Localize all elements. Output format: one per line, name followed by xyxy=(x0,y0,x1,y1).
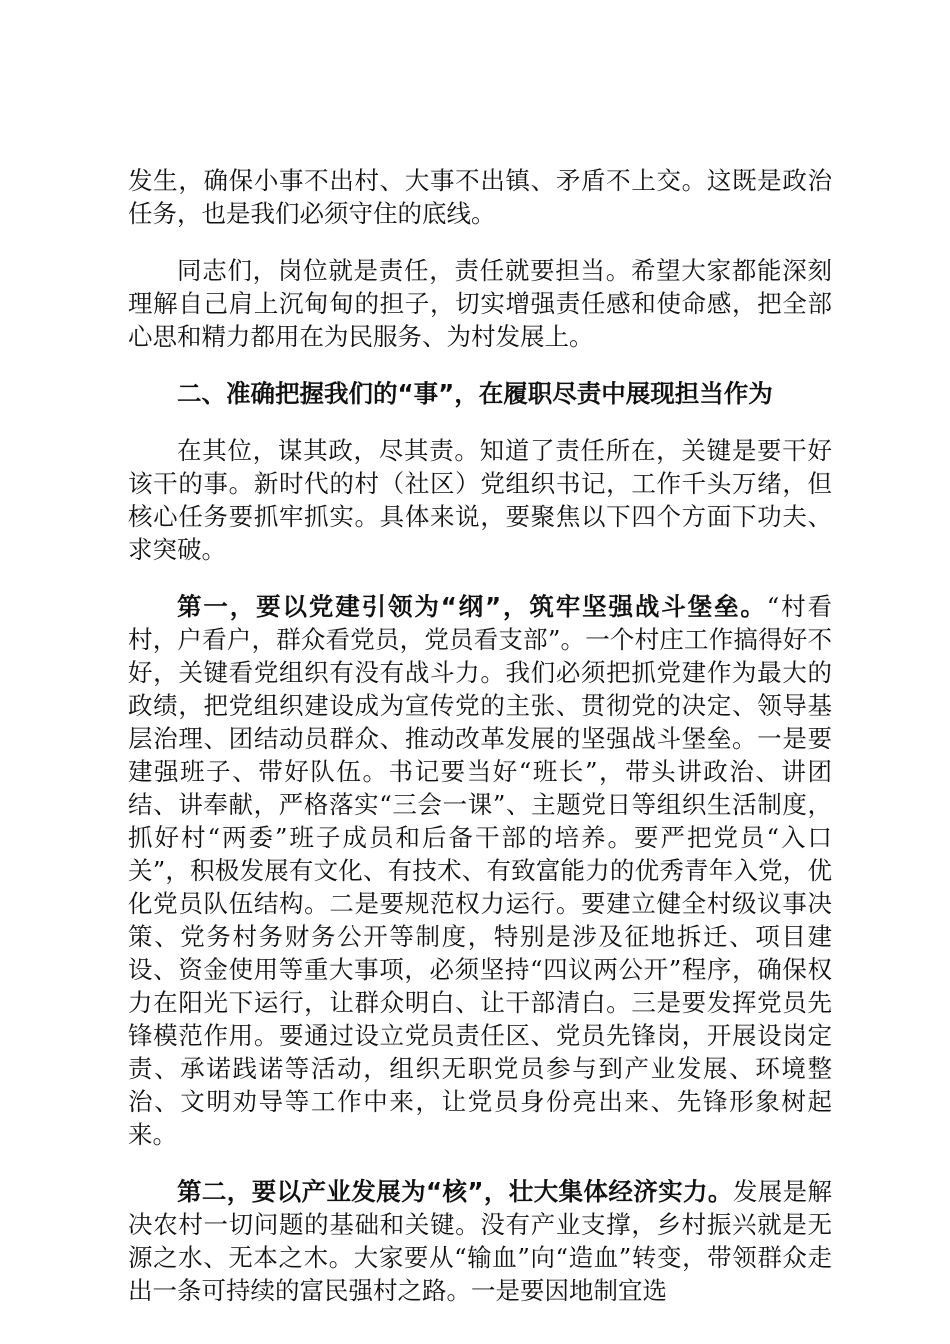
paragraph-text: 在其位，谋其政，尽其责。知道了责任所在，关键是要干好该干的事。新时代的村（社区）党组织书记，工作千头万绪，但核心任务要抓牢抓实。具体来说，要聚焦以下四个方面下功夫、求突破。 xyxy=(128,436,832,564)
paragraph-point-two xyxy=(128,1175,832,1307)
paragraph-responsibility xyxy=(128,254,832,353)
paragraph-text: 同志们，岗位就是责任，责任就要担当。希望大家都能深刻理解自己肩上沉甸甸的担子，切实增强责任感和使命感，把全部心思和精力都用在为民服务、为村发展上。 xyxy=(128,256,832,351)
paragraph-intro xyxy=(128,434,832,566)
paragraph-text: 发展是解决农村一切问题的基础和关键。没有产业支撑，乡村振兴就是无源之水、无本之木。大家要从“输血”向“造血”转变，带领群众走出一条可持续的富民强村之路。一是要因地制宜选 xyxy=(128,1177,833,1305)
section-heading-text: 二、准确把握我们的“事”，在履职尽责中展现担当作为 xyxy=(177,379,773,408)
paragraph-text: “村看村，户看户，群众看党员，党员看支部”。一个村庄工作搞得好不好，关键看党组织有没有战斗力。我们必须把抓党建作为最大的政绩，把党组织建设成为宣传党的主张、贯彻党的决定、领导基层治理、团结动员群众、推动改革发展的坚强战斗堡垒。一是要建强班子、带好队伍。书记要当好“班长”，带头讲政治、讲团结、讲奉献，严格落实“三会一课”、主题党日等组织生活制度，抓好村“两委”班子成员和后备干部的培养。要严把党员“入口关”，积极发展有文化、有技术、有致富能力的优秀青年入党，优化党员队伍结构。二是要规范权力运行。要建立健全村级议事决策、党务村务财务公开等制度，特别是涉及征地拆迁、项目建设、资金使用等重大事项，必须坚持“四议两公开”程序，确保权力在阳光下运行，让群众明白、让干部清白。三是要发挥党员先锋模范作用。要通过设立党员责任区、党员先锋岗，开展设岗定责、承诺践诺等活动，组织无职党员参与到产业发展、环境整治、文明劝导等工作中来，让党员身份亮出来、先锋形象树起来。 xyxy=(128,592,833,1149)
paragraph-text: 发生，确保小事不出村、大事不出镇、矛盾不上交。这既是政治任务，也是我们必须守住的底线。 xyxy=(128,166,832,228)
paragraph-lead: 第二，要以产业发展为“核”，壮大集体经济实力。 xyxy=(177,1177,733,1206)
paragraph-lead: 第一，要以党建引领为“纲”，筑牢坚强战斗堡垒。 xyxy=(177,592,767,621)
section-heading xyxy=(128,377,832,410)
paragraph-continuation xyxy=(128,164,832,230)
paragraph-point-one xyxy=(128,590,832,1151)
document-page xyxy=(128,164,832,1331)
